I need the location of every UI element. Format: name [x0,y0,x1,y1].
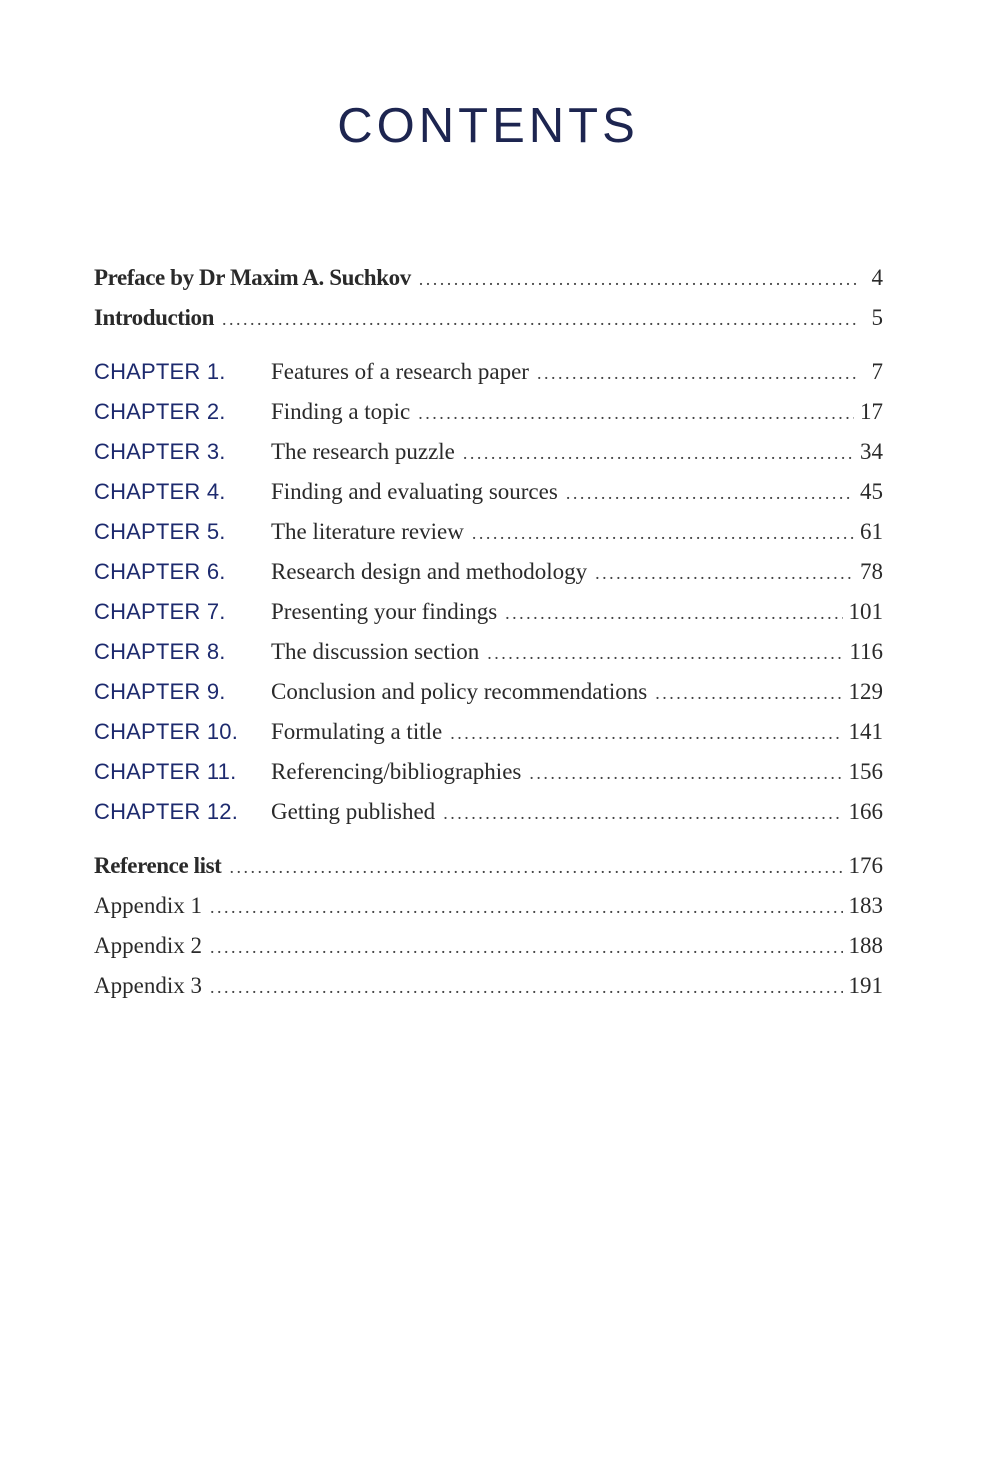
chapter-label: CHAPTER 7. [94,599,226,624]
dot-leader [566,473,854,513]
chapter-label: CHAPTER 9. [94,679,226,704]
entry-title: The discussion section [271,639,480,664]
dot-leader [210,967,843,1007]
toc-entry-chapter-6[interactable] [94,552,883,592]
toc-entry-chapter-4[interactable] [94,472,883,512]
chapter-label: CHAPTER 12. [94,799,239,824]
toc-entry-preface[interactable] [94,258,883,298]
dot-leader [655,673,842,713]
entry-title: Features of a research paper [271,359,529,384]
dot-leader [419,259,857,299]
chapter-label: CHAPTER 4. [94,479,226,504]
entry-title: Formulating a title [271,719,443,744]
dot-leader [210,927,843,967]
page-number: 176 [848,853,883,878]
chapter-label: CHAPTER 3. [94,439,226,464]
entry-title: Getting published [271,799,436,824]
toc-entry-chapter-8[interactable] [94,632,883,672]
toc-entry-chapter-9[interactable] [94,672,883,712]
dot-leader [229,847,842,887]
chapter-label: CHAPTER 1. [94,359,226,384]
table-of-contents [94,258,883,1006]
toc-entry-chapter-10[interactable] [94,712,883,752]
page-number: 61 [860,519,883,544]
toc-entry-reference-list[interactable] [94,846,883,886]
toc-entry-appendix-2[interactable] [94,926,883,966]
entry-title: Appendix 2 [94,933,202,958]
toc-entry-chapter-11[interactable] [94,752,883,792]
toc-entry-chapter-5[interactable] [94,512,883,552]
page-number: 166 [848,799,883,824]
page-number: 183 [848,893,883,918]
dot-leader [222,299,857,339]
dot-leader [443,793,842,833]
entry-title: Appendix 3 [94,973,202,998]
chapter-label: CHAPTER 6. [94,559,226,584]
dot-leader [529,753,842,793]
dot-leader [210,887,843,927]
page-number: 101 [848,599,883,624]
page-number: 17 [860,399,883,424]
page-number: 5 [871,305,883,330]
entry-title: Presenting your findings [271,599,498,624]
entry-title: The literature review [271,519,464,544]
page-number: 4 [871,265,883,290]
entry-title: Finding a topic [271,399,411,424]
dot-leader [418,393,854,433]
chapter-label: CHAPTER 2. [94,399,226,424]
page-number: 45 [860,479,883,504]
chapter-label: CHAPTER 10. [94,719,239,744]
page-number: 188 [848,933,883,958]
chapter-label: CHAPTER 5. [94,519,226,544]
page-number: 129 [848,679,883,704]
dot-leader [595,553,854,593]
page-number: 141 [848,719,883,744]
chapter-label: CHAPTER 8. [94,639,226,664]
entry-title: Finding and evaluating sources [271,479,558,504]
page-number: 78 [860,559,883,584]
toc-entry-introduction[interactable] [94,298,883,338]
toc-entry-chapter-7[interactable] [94,592,883,632]
toc-entry-chapter-3[interactable] [94,432,883,472]
entry-title: Research design and methodology [271,559,588,584]
dot-leader [450,713,842,753]
entry-title: Appendix 1 [94,893,202,918]
entry-title: Introduction [94,305,215,330]
toc-entry-appendix-1[interactable] [94,886,883,926]
dot-leader [472,513,854,553]
dot-leader [487,633,843,673]
chapter-label: CHAPTER 11. [94,759,237,784]
page-number: 156 [848,759,883,784]
page-number: 34 [860,439,883,464]
toc-entry-chapter-12[interactable] [94,792,883,832]
dot-leader [505,593,842,633]
toc-entry-appendix-3[interactable] [94,966,883,1006]
page-title: CONTENTS [337,99,639,153]
page-number: 191 [848,973,883,998]
entry-title: Conclusion and policy recommendations [271,679,648,704]
entry-title: The research puzzle [271,439,455,464]
dot-leader [537,353,857,393]
toc-entry-chapter-1[interactable] [94,352,883,392]
dot-leader [463,433,854,473]
page-number: 116 [849,639,883,664]
entry-title: Reference list [94,853,222,878]
entry-title: Preface by Dr Maxim A. Suchkov [94,265,411,290]
page-number: 7 [871,359,883,384]
toc-entry-chapter-2[interactable] [94,392,883,432]
entry-title: Referencing/bibliographies [271,759,522,784]
